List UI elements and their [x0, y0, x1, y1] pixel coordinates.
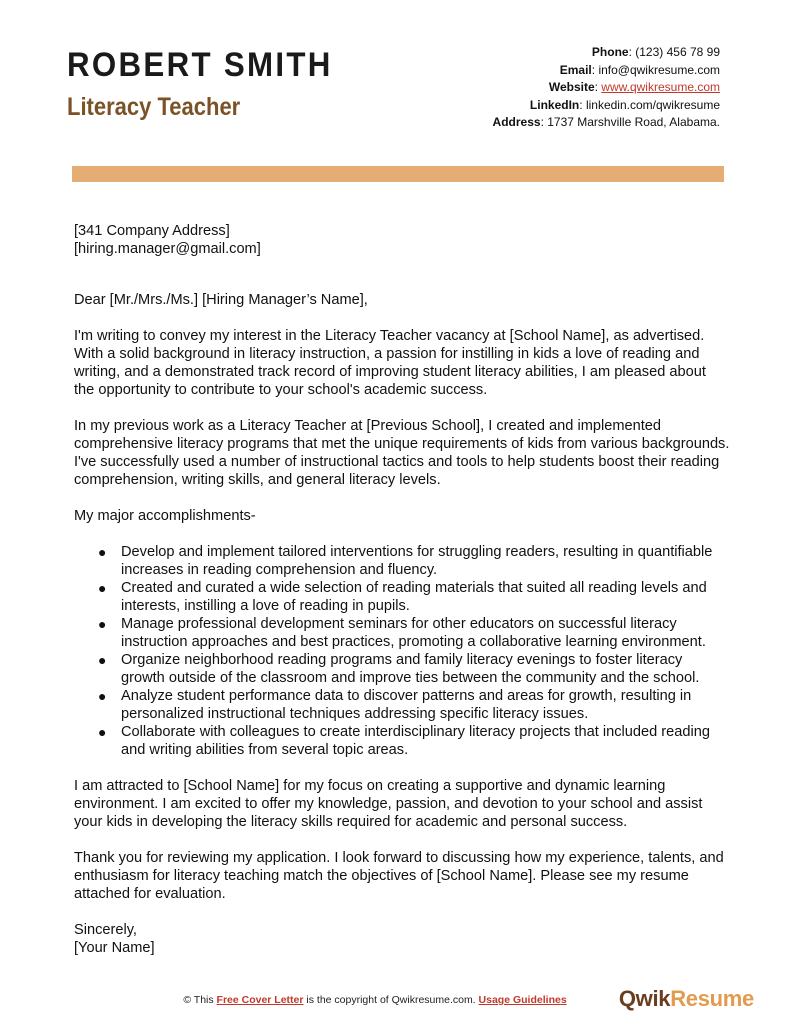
list-item: ● Organize neighborhood reading programs and family literacy evenings to foster literacy growth outside of the classroom and improve ties between the community and the school. — [98, 652, 700, 686]
contact-address: Address: 1737 Marshville Road, Alabama. — [492, 115, 720, 129]
website-link[interactable]: www.qwikresume.com — [601, 80, 720, 94]
bullet-icon: ● — [98, 688, 107, 704]
address-line: [341 Company Address] — [74, 223, 230, 239]
contact-website: Website: www.qwikresume.com — [548, 80, 720, 94]
accomplishments-heading: My major accomplishments- — [74, 508, 256, 524]
recipient-address — [74, 222, 730, 258]
signature-name: [Your Name] — [74, 940, 155, 956]
bullet-icon: ● — [98, 544, 107, 560]
bullet-icon: ● — [98, 580, 107, 596]
list-item: ● Develop and implement tailored interventions for struggling readers, resulting in quantifiable increases in reading comprehension and fluency. — [98, 544, 713, 578]
footer-text: © This — [183, 994, 217, 1006]
accomplishments-list — [74, 543, 730, 759]
address-line: [hiring.manager@gmail.com] — [74, 241, 261, 257]
list-item: ● Manage professional development seminars for other educators on successful literacy instruction approaches and best practices, promoting a collaborative learning environment. — [98, 616, 706, 650]
contact-value: linkedin.com/qwikresume — [585, 97, 720, 112]
list-item: ● Created and curated a wide selection of reading materials that suited all reading levels and interests, instilling a love of reading in pupils. — [98, 580, 707, 614]
footer-text: is the copyright of Qwikresume.com. — [303, 994, 479, 1006]
closing: Sincerely, — [74, 922, 137, 938]
contact-phone: Phone: (123) 456 78 99 — [591, 45, 720, 59]
bullet-icon: ● — [98, 652, 107, 668]
contact-value: 1737 Marshville Road, Alabama. — [547, 115, 720, 129]
paragraph-motivation: I am attracted to [School Name] for my focus on creating a supportive and dynamic learning environment. I am excited to offer my knowledge, passion, and devotion to your school and assist your kids in developing the literacy skills required for academic and personal success. — [74, 778, 703, 830]
free-cover-letter-link[interactable]: Free Cover Letter — [216, 994, 304, 1006]
usage-guidelines-link[interactable]: Usage Guidelines — [478, 994, 567, 1006]
list-item: ● Collaborate with colleagues to create interdisciplinary literacy projects that included reading and writing abilities from several topic areas. — [98, 724, 710, 758]
applicant-name: ROBERT SMITH — [67, 46, 333, 84]
job-title: Literacy Teacher — [67, 93, 241, 121]
signature-block — [74, 921, 730, 957]
contact-label: Email — [559, 62, 592, 77]
contact-email: Email: info@qwikresume.com — [559, 62, 720, 77]
contact-value: info@qwikresume.com — [598, 62, 720, 77]
accent-divider-bar — [72, 166, 724, 182]
bullet-icon: ● — [98, 724, 107, 740]
contact-linkedin: LinkedIn: linkedin.com/qwikresume — [529, 97, 720, 112]
contact-block — [493, 44, 720, 132]
contact-label: LinkedIn — [529, 97, 580, 112]
list-item: ● Analyze student performance data to discover patterns and areas for growth, resulting in personalized instructional techniques addressing specific literacy issues. — [98, 688, 692, 722]
contact-label: Phone — [591, 45, 629, 59]
paragraph-closing: Thank you for reviewing my application. I look forward to discussing how my experience, talents, and enthusiasm for literacy teaching match the objectives of [School Name]. Please see my resume attached for evaluation. — [74, 850, 724, 902]
contact-label: Website — [548, 80, 595, 94]
letter-body — [74, 222, 730, 957]
contact-value: (123) 456 78 99 — [635, 45, 720, 59]
paragraph-experience: In my previous work as a Literacy Teacher at [Previous School], I created and implemented comprehensive literacy programs that met the unique requirements of kids from various backgrounds. I've successfully used a number of instructional tactics and tools to help students boost their reading comprehension, writing skills, and general literacy levels. — [74, 418, 730, 488]
qwikresume-logo: QwikResume — [618, 986, 754, 1011]
bullet-icon: ● — [98, 616, 107, 632]
paragraph-intro: I'm writing to convey my interest in the Literacy Teacher vacancy at [School Name], as advertised. With a solid background in literacy instruction, a passion for instilling in kids a love of reading and writing, and a demonstrated track record of improving student literacy abilities, I am pleased about the opportunity to contribute to your school's academic success. — [74, 328, 706, 398]
salutation: Dear [Mr./Mrs./Ms.] [Hiring Manager’s Name], — [74, 292, 368, 308]
contact-label: Address — [492, 115, 541, 129]
